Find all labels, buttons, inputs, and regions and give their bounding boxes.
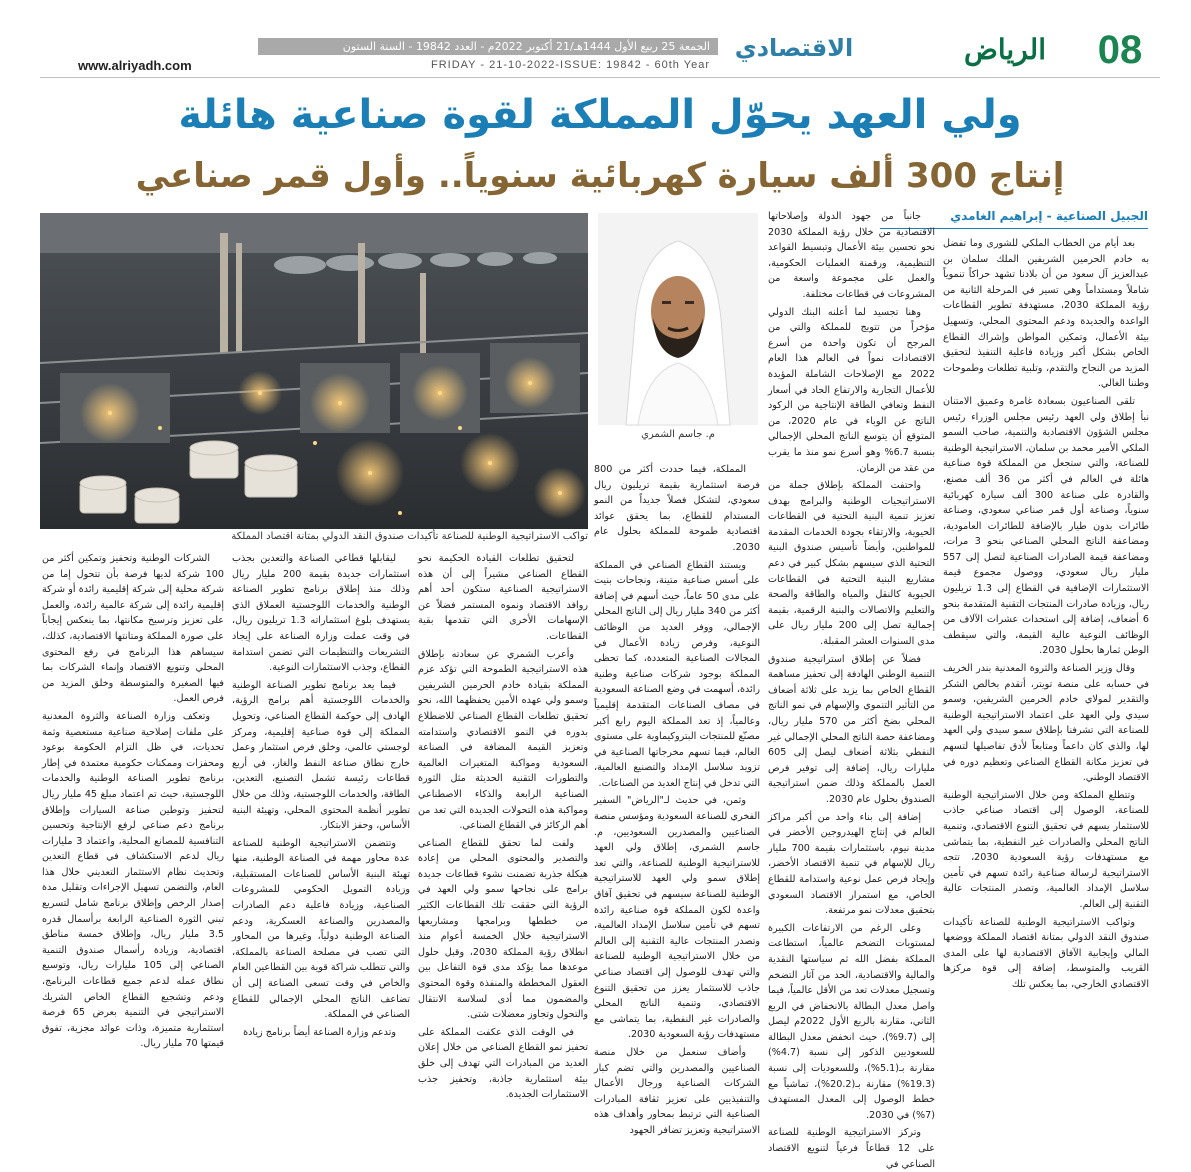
section-name: الاقتصادي (734, 34, 854, 62)
paragraph: في الوقت الذي عكفت المملكة على تحفيز نمو القطاع الصناعي من خلال إعلان العديد من المبادرات التي تهدف إلى خلق بيئة استثمارية جاذبة، وتحفيز جذب الاستثمارات الجديدة. (418, 1026, 588, 1101)
article-column-1 (943, 236, 1149, 1026)
portrait-photo (598, 213, 758, 425)
masthead-divider (40, 77, 1160, 78)
photo-caption: تواكب الاستراتيجية الوطنية للصناعة تأكيدات صندوق النقد الدولي بمتانة اقتصاد المملكة (231, 531, 588, 542)
byline: الجبيل الصناعية - إبراهيم الغامدي (950, 209, 1148, 223)
paragraph: تلقى الصناعيون بسعادة غامرة وعميق الامتنان نبأ إطلاق ولي العهد رئيس مجلس الوزراء رئيس مجلس الشؤون الاقتصادية والتنمية، صاحب السمو الملكي الأمير محمد بن سلمان، الاستراتيجية الوطنية للصناعة، والتي ستجعل من المملكة قوة صناعية هائلة في العالم في أكثر من 36 ألف مصنع، والقادرة على صناعة 300 ألف سيارة كهربائية سنوياً، وصناعة أول قمر صناعي سعودي، وصناعة طائرات بدون طيار بالإضافة للطائرات العامودية، ومضاعفة الناتج المحلي الصناعي بنحو 3 مرات، ومضاعفة قيمة الصادرات الصناعية لتصل إلى 557 مليار ريال سعودي، ووصول مجموع قيمة الاستثمارات الإضافية في القطاع إلى 1.3 تريليون ريال، وزيادة صادرات المنتجات التقنية المتقدمة بنحو 6 أضعاف، إضافة إلى استحداث عشرات الآلاف من الوظائف النوعية عالية القيمة، والتي سيقطف الوطن ثمارها بحلول 2030. (943, 395, 1149, 657)
paragraph: وثمن، في حديث لـ"الرياض" السفير الفخري للصناعة السعودية ومؤسس منصة الصناعيين والمصدرين السعوديين، م. جاسم الشمري، إطلاق ولي العهد للاستراتيجية الوطنية للصناعة، والتي تعد إطلاق سمو ولي العهد للاستراتيجية الوطنية للصناعة سيسهم في تحقيق آفاق واعدة لكون المملكة قوة صناعية رائدة تسهم في تأمين سلاسل الإمداد العالمية، وتصدر المنتجات عالية التقنية إلى العالم من خلال الاستراتيجية الوطنية للصناعة والتي تهدف للوصول إلى اقتصاد صناعي جاذب للاستثمار يعزز من تحقيق التنوع الاقتصادي، وتنمية الناتج المحلي والصادرات غير النفطية، بما يتماشى مع مستهدفات رؤية السعودية 2030. (594, 795, 760, 1041)
portrait-caption: م. جاسم الشمري (641, 429, 715, 440)
paragraph: وعلى الرغم من الارتفاعات الكبيرة لمستويات التضخم عالمياً، استطاعت المملكة بفضل الله ثم سياستها النقدية والمالية والاقتصادية، الحد من آثار التضخم وتسجيل معدلات تعد من الأقل عالمياً، فيما واصل معدل البطالة بالانخفاض في الربع الثاني، مقارنة بالربع الأول 2022م ليصل إلى (9.7%)، حيث انخفض معدل البطالة للسعوديين الذكور إلى نسبة (4.7%) مقارنة بـ(5.1%)، وللسعوديات إلى نسبة (19.3%) مقارنة بـ(20.2%)، تماشياً مع خطط الوصول إلى المعدل المستهدف (7%) في 2030. (768, 922, 935, 1121)
paragraph: ليقابلها قطاعي الصناعة والتعدين بجذب استثمارات جديدة بقيمة 200 مليار ريال وذلك منذ إطلاق برنامج تطوير الصناعة الوطنية والخدمات اللوجستية العملاق الذي يستهدف بلوغ استثماراته 1.3 تريليون ريال، في وقت عملت وزارة الصناعة على إيجاد التشريعات والتنظيمات التي تضمن استدامة القطاع، وجذب الاستثمارات النوعية. (232, 553, 411, 674)
paragraph: وتدعم وزارة الصناعة أيضاً برنامج زيادة (243, 1026, 396, 1038)
paragraph: ولفت لما تحقق للقطاع الصناعي والتصدير والمحتوى المحلي من إعادة هيكلة جذرية تضمنت نشوء قطاعات جديدة برامج على نجاحها سمو ولي العهد في الرؤية التي حققت تلك القطاعات الكثير من خططها وبرامجها ومشاريعها الاستراتيجية خلال الخمسة أعوام منذ انطلاق رؤية المملكة 2030، وقبل حلول موعدها مما يؤكد مدى قوة التفاعل بين العقول المخططة والمنفذة وقوة المحتوى والمضمون مما أدى لسلاسة الانتقال والتحول وتجاوز معضلات شتى. (418, 837, 589, 1021)
newspaper-logo (940, 30, 1070, 76)
paragraph: الشركات الوطنية وتحفيز وتمكين أكثر من 100 شركة لديها فرصة بأن تتحول إما من شركة محلية إلى شركة إقليمية رائدة أو شركة إقليمية رائدة إلى شركة عالمية رائدة، والعمل على تعزيز وترسيخ مكانتها، بما ينعكس إيجاباً على صورة المملكة ومتانتها الاقتصادية، كذلك، سيساهم هذا البرنامج في رفع المحتوى المحلي وتنويع الاقتصاد وإنماء الشركات بما فيها الصغيرة والمتوسطة وخلق المزيد من فرص العمل. (42, 553, 224, 705)
paragraph: جانباً من جهود الدولة وإصلاحاتها الاقتصادية من خلال رؤية المملكة 2030 نحو تحسين بيئة الأعمال وتبسيط القواعد التنظيمية، ورقمنة العمليات الحكومية، والعمل على مجموعة واسعة من المشروعات في قطاعات مختلفة. (768, 211, 935, 300)
paragraph: وتتضمن الاستراتيجية الوطنية للصناعة عدة محاور مهمة في الصناعة الوطنية، منها تهيئة البنية الأساس للصناعات المستقبلية، وزيادة التمويل الحكومي للمشروعات الصناعية، وزيادة فاعلية دعم الصادرات والمصدرين والصناعة العسكرية، ودعم الصناعة الوطنية دولياً، وغيرها من المحاور التي تصب في مصلحة الصناعة بالمملكة، والتي تتطلب شراكة قوية بين القطاعين العام والخاص في وقت تسعى الصناعة إلى أن تضاعف الناتج المحلي الإجمالي للقطاع الصناعي في المملكة. (232, 837, 410, 1021)
plant-illustration (40, 213, 588, 529)
article-column-6 (42, 551, 225, 1050)
date-bar-arabic: الجمعة 25 ربيع الأول 1444هـ/21 أكتوبر 2022م - العدد 19842 - السنة الستون (258, 38, 718, 55)
paragraph: بعد أيام من الخطاب الملكي للشورى وما تفضل به خادم الحرمين الشريفين الملك سلمان بن عبدالعزيز آل سعود من أن بلادنا تشهد حراكاً تنموياً شاملاً ومستداماً وهي تسير في المرحلة الثانية من رؤية المملكة 2030، مستهدفة تطوير القطاعات الواعدة والجديدة ودعم المحتوى المحلي، وتسهيل بيئة الأعمال، وتمكين المواطن وإشراك القطاع الخاص بشكل أكبر وزيادة فاعلية التنفيذ لتحقيق المزيد من النجاح والتقدم، وتلبية تطلعات وطموحات وطننا الغالي. (943, 238, 1149, 390)
paragraph: واحتفت المملكة بإطلاق جملة من الاستراتيجيات الوطنية والبرامج بهدف تعزيز تنمية البنية التحتية في القطاعات الحيوية، والارتقاء بجودة الخدمات المقدمة للمواطنين، وأيضاً تأسيس صندوق البنية التحتية الذي سيسهم بشكل كبير في دعم مشاريع البنية التحتية في القطاعات الحيوية كالنقل والمياه والطاقة والصحة والتعليم والاتصالات والبنية الرقمية، بقيمة إجمالية تصل إلى 200 مليار ريال على مدى السنوات العشر المقبلة. (768, 480, 935, 648)
article-column-3 (594, 462, 761, 1136)
paragraph: وأضاف سنعمل من خلال منصة الصناعيين والمصدرين والتي تضم كبار الشركات الصناعية ورجال الأعمال والتنفيذيين على تعزيز ثقافة المبادرات الصناعية التي ترتبط بمحاور وأهداف هذه الاستراتيجية وتعزيز تضافر الجهود (594, 1046, 760, 1136)
headline: ولي العهد يحوّل المملكة لقوة صناعية هائلة (178, 92, 1022, 138)
paragraph: وتتطلع المملكة ومن خلال الاستراتيجية الوطنية للصناعة، الوصول إلى اقتصاد صناعي جاذب للاستثمار يسهم في تحقيق التنوع الاقتصادي، وتنمية الناتج المحلي والصادرات غير النفطية، بما يتماشى مع مستهدفات رؤية السعودية 2030، تتجه الاستراتيجية لرسالة صناعية رائدة تسهم في تأمين سلاسل الإمداد العالمية، وتصدر المنتجات عالية التقنية إلى العالم. (943, 789, 1149, 910)
article-column-5 (232, 551, 411, 1038)
paragraph: فضلاً عن إطلاق استراتيجية صندوق التنمية الوطني الهادفة إلى تحفيز مساهمة القطاع الخاص بما يزيد على ثلاثة أضعاف من التأثير التنموي والإسهام في نمو الناتج المحلي بضخ أكثر من 570 مليار ريال، ومضاعفة حصة الناتج المحلي الإجمالي غير النفطي بثلاثة أضعاف ليصل إلى 605 مليارات ريال، إضافة إلى توفير فرص العمل بالمملكة وذلك ضمن استراتيجية الصندوق بحلول عام 2030. (768, 653, 935, 805)
industrial-plant-photo (40, 213, 588, 529)
article-column-2 (768, 209, 935, 1170)
paragraph: لتحقيق تطلعات القيادة الحكيمة نحو القطاع الصناعي مشيراً إلى أن هذه الاستراتيجية الصناعية ستكون أحد أهم روافد الاقتصاد ونموه المستمر فضلاً عن الإسهامات الأخرى التي تقدمها بقية القطاعات. (418, 553, 588, 642)
logo-text: الرياض (964, 33, 1046, 66)
portrait-illustration (598, 213, 758, 425)
page-number: 08 (1097, 28, 1143, 72)
paragraph: وتواكب الاستراتيجية الوطنية للصناعة تأكيدات صندوق النقد الدولي بمتانة اقتصاد المملكة ووضعها المالي وإيجابية الآفاق الاقتصادية لها على المدى القريب والمتوسط، إضافة إلى قوة مركزها الاقتصادي الخارجي، بما يعكس تلك (943, 916, 1149, 990)
paragraph: وأعرب الشمري عن سعادته بإطلاق هذه الاستراتيجية الطموحة التي تؤكد عزم المملكة بقيادة خادم الحرمين الشريفين وسمو ولي عهده الأمين يحفظهما الله، نحو تحقيق تطلعات القطاع الصناعي للاضطلاع بدوره في النمو الاقتصادي واستدامته وتعزيز القيمة المضافة في الصناعة السعودية ومواكبة المتغيرات العالمية والتطورات التقنية الحديثة مثل الثورة الصناعية الرابعة والذكاء الاصطناعي ومواكبة هذه التحولات الجديدة التي تعد من أهم الركائز في القطاع الصناعي. (418, 648, 588, 832)
paragraph: المملكة، فيما حددت أكثر من 800 فرصة استثمارية بقيمة تريليون ريال سعودي، لتشكل فصلاً جديداً من النمو المستدام للقطاع، بما يحقق عوائد اقتصادية طموحة للمملكة بحلول عام 2030. (594, 464, 760, 553)
paragraph: ويستند القطاع الصناعي في المملكة على أسس صناعية متينة، ونجاحات بنيت على مدى 50 عاماً، حيث أسهم في إضافة أكثر من 340 مليار ريال إلى الناتج المحلي الإجمالي، ووفر العديد من الوظائف النوعية، وفرص زيادة الأعمال في المجالات الصناعية المتعددة، كما تحظى المملكة بوجود شركات صناعية وطنية رائدة، أسهمت في وضع الصناعة السعودية في مصاف الصناعات المتقدمة إقليمياً وعالمياً، إذ تعد المملكة اليوم رابع أكبر مصنّع للمنتجات البتروكيماوية على مستوى العالم، فيما تسهم مخرجاتها الصناعية في تزويد سلاسل الإمداد والتصنيع العالمية، التي تدخل في إنتاج العديد من الصناعات. (594, 559, 761, 789)
paragraph: وتركز الاستراتيجية الوطنية للصناعة على 12 قطاعاً فرعياً لتنويع الاقتصاد الصناعي في (768, 1127, 935, 1170)
paragraph: وهنا تجسيد لما أعلنه البنك الدولي مؤخراً من تتويج للمملكة والتي من المرجح أن تكون واحدة من أسرع الاقتصادات نمواً في العالم هذا العام 2022 مع الإصلاحات الشاملة المؤيدة للأعمال التجارية والارتفاع الحاد في أسعار النفط وتعافي الطاقة الإنتاجية من الركود الناتج عن الوباء في عام 2020، من المتوقع أن يتوسع الناتج المحلي الإجمالي بنسبة 6.7% وهو أسرع نمو منذ ما يقرب من عقد من الزمان. (768, 306, 935, 474)
paragraph: فيما يعد برنامج تطوير الصناعة الوطنية والخدمات اللوجستية أهم برامج الرؤية، الهادف إلى حوكمة القطاع الصناعي، وتحويل المملكة إلى قوة صناعية إقليمية، ومركز لوجستي عالمي، وخلق فرص استثمار وعمل خارج نطاق صناعة النفط والغاز، في أربع قطاعات رئيسة تشمل التصنيع، التعدين، الطاقة، والخدمات اللوجستية، وذلك من خلال تطوير أنظمة المحتوى المحلي، وتهيئة البنية الأساس، وحفز الابتكار. (232, 679, 410, 832)
paragraph: إضافة إلى بناء واحد من أكبر مراكز العالم في إنتاج الهيدروجين الأخضر في مدينة نيوم، باستثمارات بقيمة 700 مليار ريال للإسهام في تنمية الاقتصاد الأخضر، وإيجاد فرص عمل نوعية واستدامة للقطاع الخاص، مع استمرار الاقتصاد السعودي بتحقيق معدلات نمو مرتفعة. (768, 811, 935, 917)
site-url[interactable]: www.alriyadh.com (78, 58, 192, 73)
bottom-cutoff-strip (40, 1030, 1160, 1039)
date-bar-english: FRIDAY - 21-10-2022-ISSUE: 19842 - 60th Year (430, 59, 710, 71)
paragraph: وتعكف وزارة الصناعة والثروة المعدنية على ملفات إصلاحية صناعية مستعصية وثمة تحديات، في ظل التزام الحكومة بوعود ومحفزات وممكنات حكومية معتمدة في إطار برنامج تطوير الصناعة الوطنية والخدمات اللوجستية، حيث تم اعتماد مبلغ 45 مليار ريال لتحفيز وتوطين صناعة السيارات وإطلاق برنامج دعم صناعي لرفع الإنتاجية وتحسين التنافسية للمصانع المحلية، واعتماد 3 مليارات ريال لدعم الاستكشاف في قطاع التعدين وتحديث نظام الاستثمار التعديني خلال هذا العام، والتضمن تسهيل الإجراءات وتقليل مدة إصدار الرخص وإطلاق برنامج شامل لتسريع تبني الثورة الصناعية الرابعة برأسمال قدره 3.5 مليار ريال، وإطلاق خمسة مناطق اقتصادية، وزيادة رأسمال صندوق التنمية الصناعي إلى 105 مليارات ريال، وتوسيع نطاق عمله لدعم جميع قطاعات البرنامج، ودعم وتشجيع القطاع الخاص الشريك الاستراتيجي في التنمية بعرض 65 فرصة استثمارية متميزة، وذات عوائد مجزية، تفوق قيمتها 70 مليار ريال. (42, 710, 225, 1050)
article-column-4 (418, 551, 589, 1101)
subheadline: إنتاج 300 ألف سيارة كهربائية سنوياً.. وأول قمر صناعي (135, 156, 1065, 196)
paragraph: وقال وزير الصناعة والثروة المعدنية بندر الخريف في حسابه على منصة تويتر، أتقدم بخالص الشكر والتقدير لمولاي خادم الحرمين الشريفين، وسمو سيدي ولي العهد على اعتماد الاستراتيجية الوطنية للصناعة التي تشرفنا بإطلاق سمو سيدي ولي العهد لها، والذي كان داعماً ومتابعاً لأدق تفاصيلها لتسهم في تعزيز مكانة القطاع الصناعي وتعظيم دوره في الاقتصاد الوطني. (943, 663, 1149, 784)
